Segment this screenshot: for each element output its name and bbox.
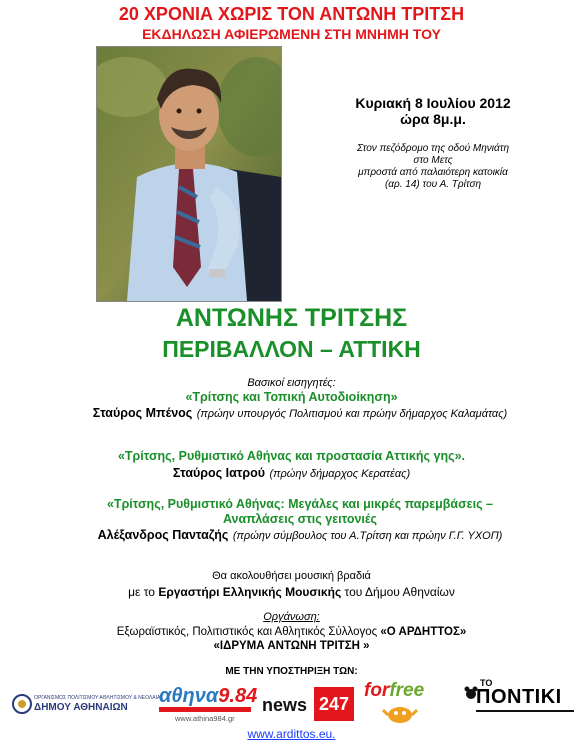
talk-title: «Τρίτσης και Τοπική Αυτοδιοίκηση» <box>185 390 398 404</box>
talk-speaker <box>0 464 583 482</box>
dimos-big-text: ΔΗΜΟΥ ΑΘΗΝΑΙΩΝ <box>34 702 128 713</box>
music-group: Εργαστήρι Ελληνικής Μουσικής <box>158 585 342 599</box>
event-venue <box>288 143 578 191</box>
speaker-name: Σταύρος Μπένος <box>92 406 193 420</box>
venue-line: Στον πεζόδρομο της οδού Μηνιάτη <box>356 143 510 154</box>
music-detail <box>0 585 583 599</box>
event-subtitle: ΕΚΔΗΛΩΣΗ ΑΦΙΕΡΩΜΕΝΗ ΣΤΗ ΜΝΗΜΗ ΤΟΥ <box>142 26 441 42</box>
speaker-role: (πρώην δήμαρχος Κερατέας) <box>269 468 411 480</box>
athina-frequency: 9.84 <box>218 685 258 707</box>
event-time: ώρα 8μ.μ. <box>400 111 466 127</box>
music-pre: με το <box>128 585 159 599</box>
athina-brand: αθηνα <box>159 685 219 707</box>
music-intro: Θα ακολουθήσει μουσική βραδιά <box>212 570 371 582</box>
headline-name: ΑΝΤΩΝΗΣ ΤΡΙΤΣΗΣ <box>175 304 408 332</box>
speakers-label: Βασικοί εισηγητές: <box>247 377 336 389</box>
portrait-illustration <box>97 47 281 301</box>
dimos-athinaion-logo <box>10 686 164 722</box>
venue-line: μπροστά από παλαιότερη κατοικία <box>358 167 508 178</box>
portrait-photo <box>96 46 282 302</box>
event-datetime <box>288 95 578 127</box>
forfree-logo <box>364 680 438 726</box>
speaker-role: (πρώην σύμβουλος του Α.Τρίτση και πρώην Γ.Γ. ΥΧΟΠ) <box>232 530 503 542</box>
pontiki-underline <box>476 710 574 712</box>
organization-foundation: «ΙΔΡΥΜΑ ΑΝΤΩΝΗ ΤΡΙΤΣΗ » <box>213 640 370 652</box>
speaker-name: Αλέξανδρος Πανταζής <box>97 528 229 542</box>
pontiki-logo <box>464 676 576 722</box>
athina-stripe <box>159 707 251 712</box>
news247-logo <box>262 683 354 723</box>
forfree-for: for <box>364 680 390 701</box>
news-number: 247 <box>314 687 354 721</box>
support-label: ΜΕ ΤΗΝ ΥΠΟΣΤΗΡΙΞΗ ΤΩΝ: <box>225 666 358 677</box>
athina-url: www.athina984.gr <box>175 714 235 723</box>
organization-line <box>0 626 583 638</box>
event-title: 20 ΧΡΟΝΙΑ ΧΩΡΙΣ ΤΟΝ ΑΝΤΩΝΗ ΤΡΙΤΣΗ <box>118 4 465 24</box>
news-word: news <box>262 695 308 715</box>
talk-speaker <box>80 527 520 544</box>
forfree-free: free <box>389 680 425 701</box>
dimos-small-text: ΟΡΓΑΝΙΣΜΟΣ ΠΟΛΙΤΙΣΜΟΥ ΑΘΛΗΤΙΣΜΟΥ & ΝΕΟΛΑΙΑΣ <box>34 695 164 701</box>
venue-line: (αρ. 14) του Α. Τρίτση <box>384 179 482 190</box>
venue-line: στο Μετς <box>413 155 453 166</box>
forfree-mascot-icon <box>382 702 418 724</box>
organization-club-name: «Ο ΑΡΔΗΤΤΟΣ» <box>380 626 467 638</box>
athina984-logo <box>157 683 258 725</box>
speaker-role: (πρώην υπουργός Πολιτισμού και πρώην δήμαρχος Καλαμάτας) <box>196 408 508 420</box>
website-link[interactable]: www.ardittos.eu. <box>247 727 336 741</box>
talk-speaker <box>80 405 520 422</box>
event-date: Κυριακή 8 Ιουλίου 2012 <box>355 95 511 111</box>
pontiki-name: ΠΟΝΤΙΚΙ <box>476 686 562 708</box>
music-post: του Δήμου Αθηναίων <box>341 585 455 599</box>
organization-label: Οργάνωση: <box>263 611 320 623</box>
headline-subject: ΠΕΡΙΒΑΛΛΟΝ – ΑΤΤΙΚΗ <box>162 336 421 362</box>
pontiki-to: ΤΟ <box>480 678 493 688</box>
speaker-name: Σταύρος Ιατρού <box>172 466 266 480</box>
talk-title: «Τρίτσης, Ρυθμιστικό Αθήνας και προστασία Αττικής γης». <box>117 449 466 463</box>
organization-club: Εξωραϊστικός, Πολιτιστικός και Αθλητικός Σύλλογος <box>116 626 381 638</box>
talk-title: «Τρίτσης, Ρυθμιστικό Αθήνας: Μεγάλες και μικρές παρεμβάσεις – Αναπλάσεις στις γειτονιές <box>106 497 494 526</box>
